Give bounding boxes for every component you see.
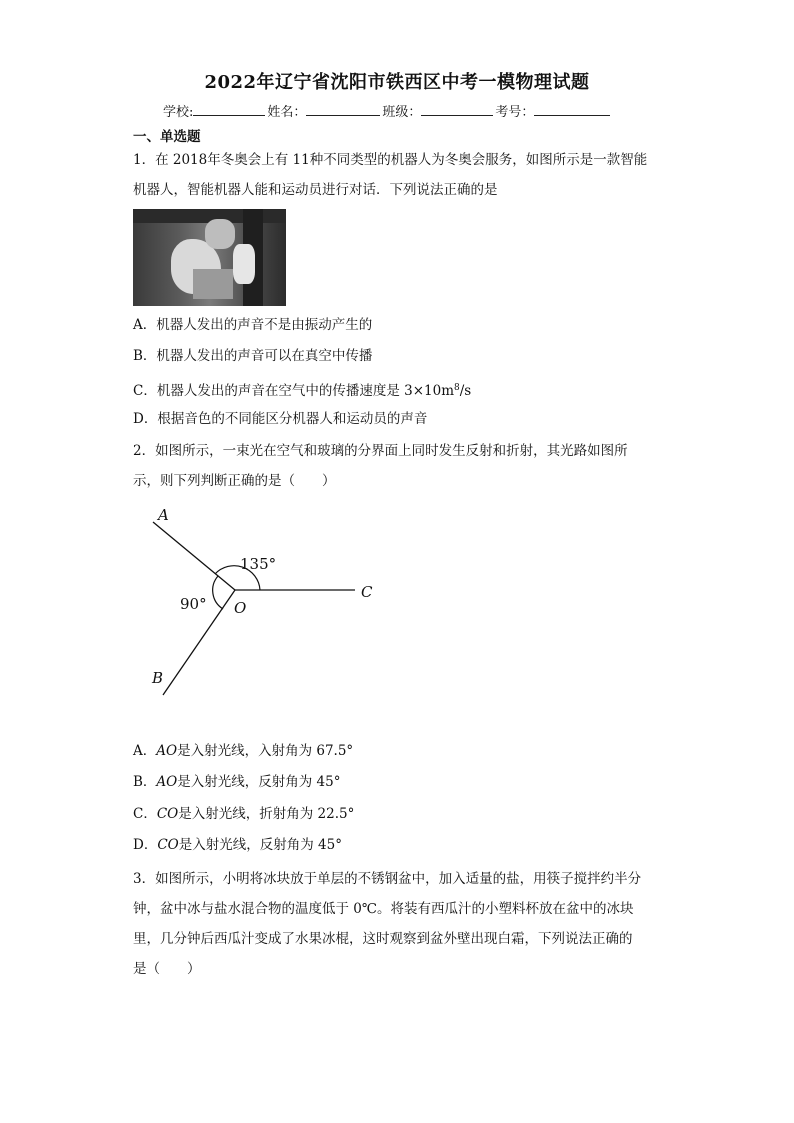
label-b: B	[152, 669, 164, 687]
label-c: C	[361, 583, 373, 601]
q2-option-d: D．CO是入射光线，反射角为 45°	[133, 837, 342, 853]
light-path-diagram	[130, 500, 390, 710]
class-label: 班级：	[382, 105, 422, 120]
q3-stem-line1: 3．如图所示，小明将冰块放于单层的不锈钢盆中，加入适量的盐，用筷子搅拌约半分	[133, 871, 642, 887]
q2-option-a: A．AO是入射光线，入射角为 67.5°	[133, 743, 354, 759]
page-title: 2022年辽宁省沈阳市铁西区中考一模物理试题	[204, 72, 590, 93]
robot-photo	[133, 209, 286, 306]
name-label: 姓名：	[267, 105, 307, 120]
name-blank[interactable]	[306, 101, 380, 116]
q2-option-b: B．AO是入射光线，反射角为 45°	[133, 774, 341, 790]
q1-stem-line1: 1．在 2018年冬奥会上有 11种不同类型的机器人为冬奥会服务，如图所示是一款智能	[133, 152, 648, 168]
q1-option-d: D．根据音色的不同能区分机器人和运动员的声音	[133, 411, 428, 427]
q3-stem-line2: 钟，盆中冰与盐水混合物的温度低于 0℃。将装有西瓜汁的小塑料杯放在盆中的冰块	[133, 901, 634, 917]
q1-option-c: C．机器人发出的声音在空气中的传播速度是 $3\times 10m^8/s$	[133, 383, 472, 399]
q1-option-b: B．机器人发出的声音可以在真空中传播	[133, 348, 373, 364]
q2-stem-line2: 示，则下列判断正确的是（ ）	[133, 473, 336, 489]
label-o: O	[234, 599, 247, 617]
angle-arc-90	[213, 576, 223, 609]
q2-stem-line1: 2．如图所示，一束光在空气和玻璃的分界面上同时发生反射和折射，其光路如图所	[133, 443, 628, 459]
ray-ao	[153, 522, 235, 590]
q1-option-a: A．机器人发出的声音不是由振动产生的	[133, 317, 373, 333]
angle-label-90: 90°	[180, 595, 207, 613]
q1-stem-line2: 机器人，智能机器人能和运动员进行对话．下列说法正确的是	[133, 182, 498, 198]
angle-label-135: 135°	[240, 555, 277, 573]
number-label: 考号：	[495, 105, 535, 120]
q3-stem-line3: 里，几分钟后西瓜汁变成了水果冰棍，这时观察到盆外壁出现白霜，下列说法正确的	[133, 931, 633, 947]
number-blank[interactable]	[534, 101, 610, 116]
section-heading-single-choice: 一、单选题	[133, 129, 201, 145]
label-a: A	[158, 506, 169, 524]
school-blank[interactable]	[193, 101, 265, 116]
class-blank[interactable]	[421, 101, 493, 116]
q3-stem-line4: 是（ ）	[133, 961, 201, 977]
q2-option-c: C．CO是入射光线，折射角为 22.5°	[133, 806, 355, 822]
student-info-row	[163, 101, 612, 120]
school-label: 学校:	[163, 105, 194, 120]
